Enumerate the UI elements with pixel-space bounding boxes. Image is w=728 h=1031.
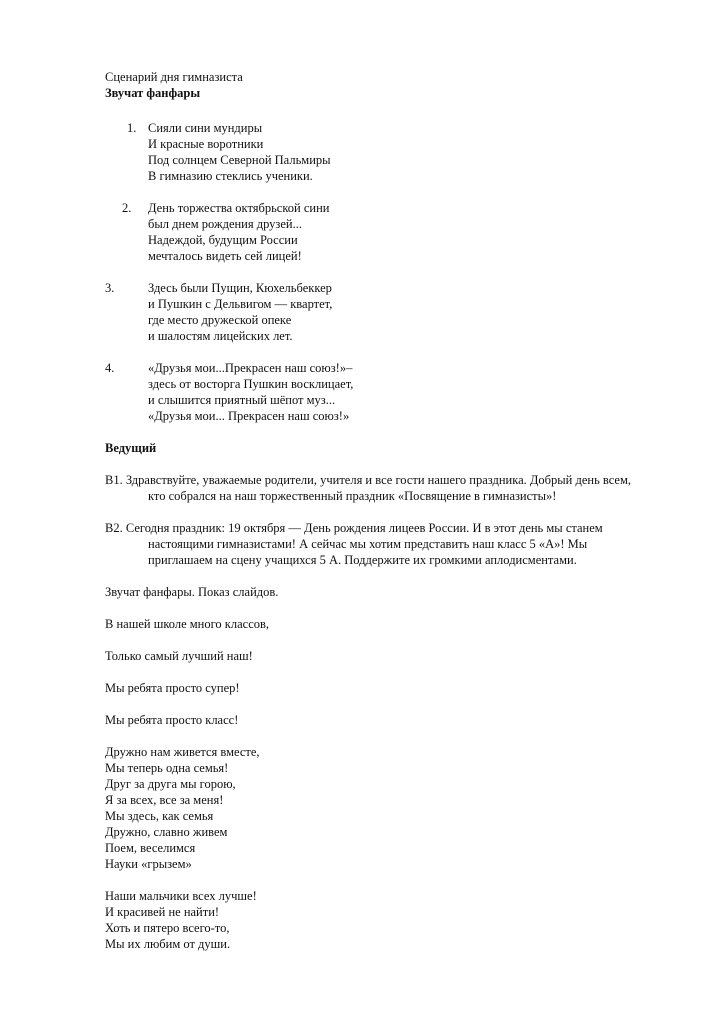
host-heading: Ведущий (105, 441, 157, 455)
verse-line: Мы ребята просто супер! (105, 681, 240, 695)
verse-line: Дружно, славно живем (105, 825, 228, 839)
stanza-number: 2. (122, 201, 132, 215)
stanza-line: был днем рождения друзей... (148, 217, 302, 231)
host-line-cont: кто собрался на наш торжественный праздник «Посвящение в гимназисты»! (148, 489, 557, 503)
stanza-line: и шалостям лицейских лет. (148, 329, 293, 343)
poem-stanza-2 (105, 200, 685, 264)
poem-stanza-3 (105, 280, 685, 344)
verse-block-b (105, 888, 685, 952)
document-title: Сценарий дня гимназиста (105, 70, 243, 84)
verse-line: Мы ребята просто класс! (105, 713, 239, 727)
stanza-number: 4. (105, 361, 115, 375)
verse-line: Друг за друга мы горою, (105, 777, 236, 791)
poem-stanza-1 (105, 120, 685, 184)
verse-line: И красивей не найти! (105, 905, 220, 919)
verse-line: Только самый лучший наш! (105, 649, 253, 663)
stanza-line: И красные воротники (148, 137, 264, 151)
stanza-line: и Пушкин с Дельвигом — квартет, (148, 297, 333, 311)
verse-line: Мы здесь, как семья (105, 809, 214, 823)
stanza-line: «Друзья мои...Прекрасен наш союз!»– (148, 361, 353, 375)
stanza-line: Под солнцем Северной Пальмиры (148, 153, 331, 167)
verse-line: Я за всех, все за меня! (105, 793, 224, 807)
stanza-line: День торжества октябрьской сини (148, 201, 330, 215)
stanza-line: и слышится приятный шёпот муз... (148, 393, 336, 407)
stanza-line: Сияли сини мундиры (148, 121, 263, 135)
stanza-line: мечталось видеть сей лицей! (148, 249, 302, 263)
stanza-number: 1. (127, 121, 137, 135)
stanza-line: «Друзья мои... Прекрасен наш союз!» (148, 409, 350, 423)
stanza-line: Здесь были Пущин, Кюхельбеккер (148, 281, 332, 295)
verse-line: Мы их любим от души. (105, 937, 231, 951)
host-line-cont: настоящими гимназистами! А сейчас мы хотим представить наш класс 5 «А»! Мы (148, 537, 588, 551)
stanza-number: 3. (105, 281, 115, 295)
host-line-2 (105, 520, 685, 568)
host-line-first: В1. Здравствуйте, уважаемые родители, учителя и все гости нашего праздника. Добрый день всем, (105, 473, 632, 487)
verse-line: Хоть и пятеро всего-то, (105, 921, 230, 935)
host-line-first: В2. Сегодня праздник: 19 октября — День рождения лицеев России. И в этот день мы станем (105, 521, 603, 535)
verse-line: Наши мальчики всех лучше! (105, 889, 257, 903)
host-line-cont: приглашаем на сцену учащихся 5 А. Поддержите их громкими аплодисментами. (148, 553, 577, 567)
document-subtitle: Звучат фанфары (105, 86, 201, 100)
stanza-line: Надеждой, будущим России (148, 233, 298, 247)
verse-line: Поем, веселимся (105, 841, 196, 855)
verse-line: В нашей школе много классов, (105, 617, 270, 631)
document-page (105, 69, 685, 952)
verse-line: Мы теперь одна семья! (105, 761, 229, 775)
stanza-line: В гимназию стеклись ученики. (148, 169, 313, 183)
poem-stanza-4 (105, 360, 685, 424)
stanza-line: где место дружеской опеке (148, 313, 292, 327)
host-line-1 (105, 472, 685, 504)
verse-line: Науки «грызем» (105, 857, 192, 871)
stage-direction: Звучат фанфары. Показ слайдов. (105, 585, 279, 599)
verse-line: Дружно нам живется вместе, (105, 745, 260, 759)
stanza-line: здесь от восторга Пушкин восклицает, (148, 377, 354, 391)
verse-block-a (105, 744, 685, 872)
